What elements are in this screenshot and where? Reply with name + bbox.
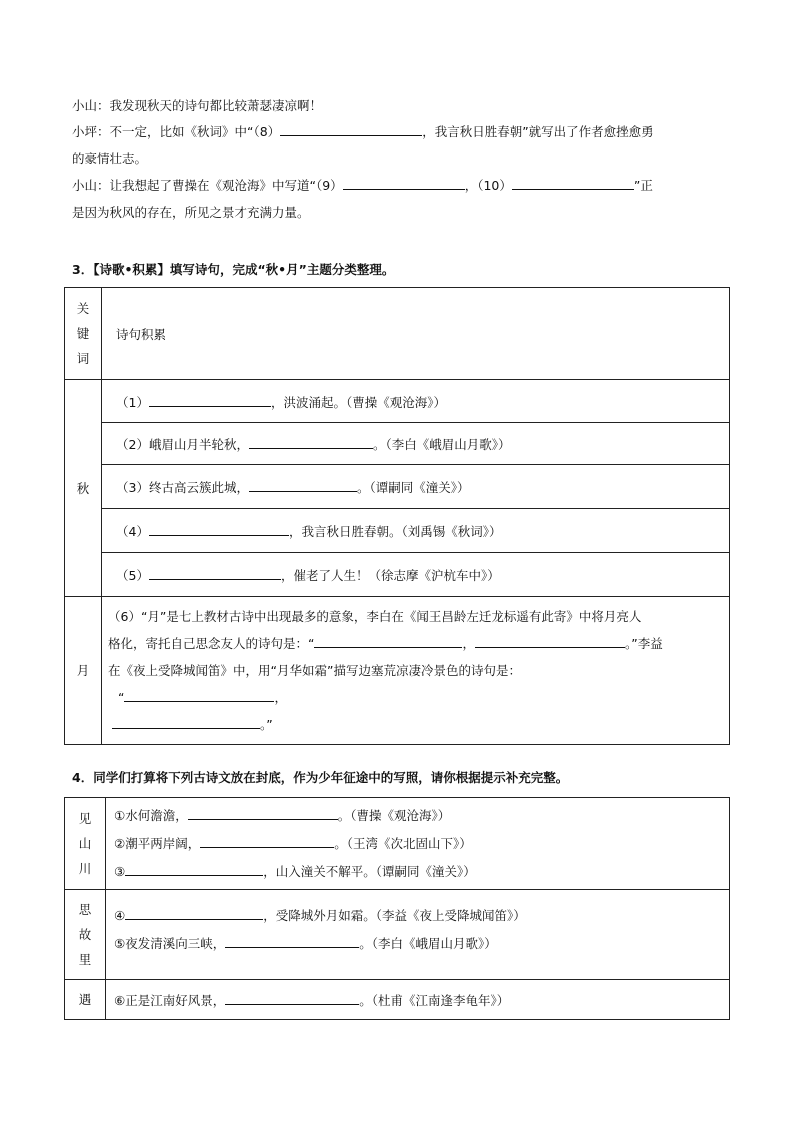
answer-blank-6a[interactable]	[314, 633, 462, 648]
poem-table-q3	[64, 287, 730, 745]
poem-header: 诗句积累	[102, 288, 730, 380]
poem-table-q4	[64, 797, 730, 1020]
answer-blank-1[interactable]	[149, 392, 271, 407]
answer-blank-6b[interactable]	[475, 633, 625, 648]
answer-blank-8[interactable]	[280, 121, 422, 136]
answer-blank-q4-2[interactable]	[200, 833, 334, 848]
answer-blank-9[interactable]	[343, 175, 465, 190]
table-row-moon: 月 （6）“月”是七上教材古诗中出现最多的意象，李白在《闻王昌龄左迁龙标遥有此寄》中将月亮人 格化，寄托自己思念友人的诗句是：“ ， 。”李益 在《夜上受降城闻笛》中，用“月华如霜”描写边塞荒凉凄冷景色的诗句是： “ ， 。”	[65, 597, 730, 745]
table-row: （4） ，我言秋日胜春朝。（刘禹锡《秋词》）	[65, 509, 730, 553]
keyword-moon: 月	[65, 597, 102, 745]
table-row-meet: 遇 ⑥正是江南好风景， 。（杜甫《江南逢李龟年》）	[65, 980, 730, 1020]
table-row: 秋 （1） ，洪波涌起。（曹操《观沧海》）	[65, 380, 730, 423]
answer-blank-6d[interactable]	[112, 714, 260, 729]
answer-blank-q4-5[interactable]	[225, 933, 359, 948]
question-4-title: 4．同学们打算将下列古诗文放在封底，作为少年征途中的写照，请你根据提示补充完整。	[72, 770, 569, 785]
answer-blank-2[interactable]	[249, 434, 373, 449]
dialog-line-1: 小山：我发现秋天的诗句都比较萧瑟凄凉啊！	[72, 98, 323, 113]
keyword-header: 关 键 词	[65, 288, 102, 380]
keyword-autumn: 秋	[65, 380, 102, 597]
table-row-mountains: 见 山 川 ①水何澹澹， 。（曹操《观沧海》） ②潮平两岸阔， 。（王湾《次北固山下》） ③ ，山入潼关不解平。（谭嗣同《潼关》）	[65, 798, 730, 890]
table-header-row	[65, 288, 730, 380]
keyword-hometown: 思 故 里	[65, 890, 106, 980]
answer-blank-6c[interactable]	[124, 687, 274, 702]
answer-blank-q4-1[interactable]	[188, 805, 338, 820]
answer-blank-5[interactable]	[149, 565, 281, 580]
table-row: （5） ，催老了人生！（徐志摩《沪杭车中》）	[65, 553, 730, 597]
answer-blank-4[interactable]	[149, 521, 289, 536]
keyword-mountains: 见 山 川	[65, 798, 106, 890]
dialog-line-4: 小山：让我想起了曹操在《观沧海》中写道“（9） ，（10） ”正	[72, 173, 732, 198]
dialog-line-3: 的豪情壮志。	[72, 151, 148, 166]
dialog-line-2: 小坪：不一定，比如《秋词》中“（8） ，我言秋日胜春朝”就写出了作者愈挫愈勇	[72, 119, 732, 144]
answer-blank-q4-6[interactable]	[225, 990, 359, 1005]
table-row: （3）终古高云簇此城， 。（谭嗣同《潼关》）	[65, 465, 730, 509]
question-3-title: 3．【诗歌•积累】填写诗句，完成“秋•月”主题分类整理。	[72, 262, 395, 277]
dialog-line-5: 是因为秋风的存在，所见之景才充满力量。	[72, 205, 310, 220]
answer-blank-3[interactable]	[249, 477, 357, 492]
keyword-meet: 遇	[65, 980, 106, 1020]
table-row: （2）峨眉山月半轮秋， 。（李白《峨眉山月歌》）	[65, 423, 730, 465]
answer-blank-q4-3[interactable]	[125, 861, 263, 876]
answer-blank-q4-4[interactable]	[125, 905, 263, 920]
answer-blank-10[interactable]	[512, 175, 634, 190]
table-row-hometown: 思 故 里 ④ ，受降城外月如霜。（李益《夜上受降城闻笛》） ⑤夜发清溪向三峡， 。（李白《峨眉山月歌》）	[65, 890, 730, 980]
